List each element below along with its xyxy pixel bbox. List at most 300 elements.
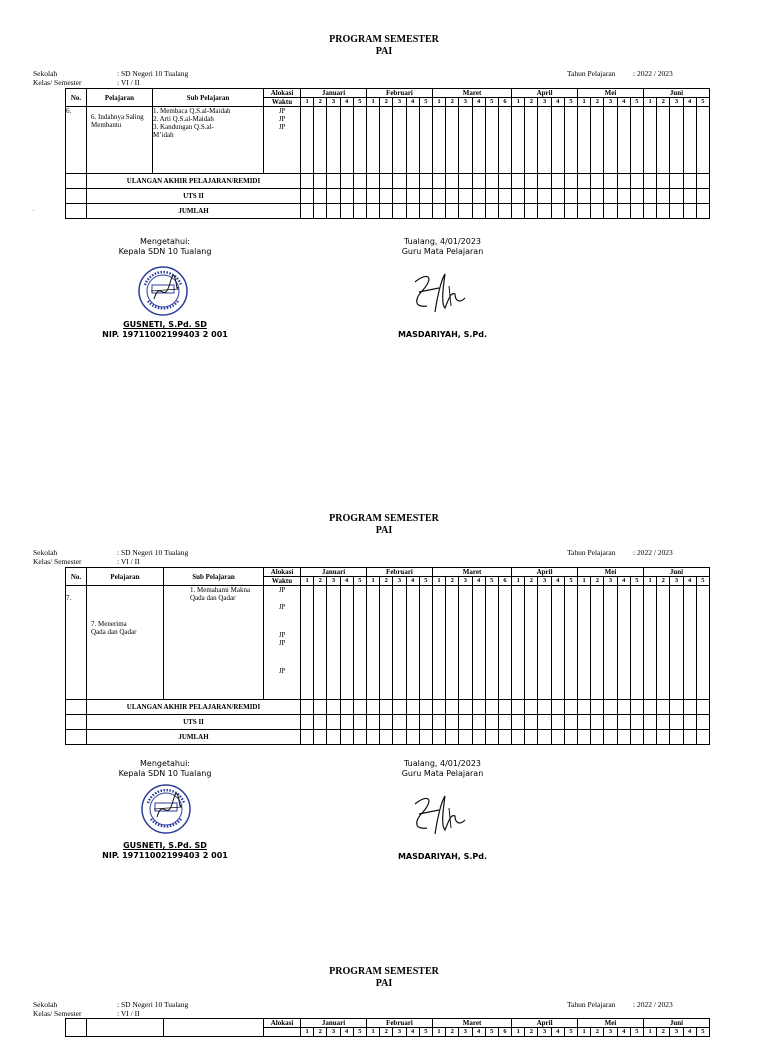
week-number: 2 [314,577,327,586]
week-cell [340,107,353,174]
week-cell [630,715,643,730]
week-number: 4 [472,577,485,586]
week-cell [498,715,511,730]
week-cell [578,107,591,174]
week-cell [578,715,591,730]
week-cell [459,204,472,219]
no-header: No. [66,568,87,586]
week-cell [406,107,419,174]
week-number: 2 [446,1028,459,1037]
week-cell [643,174,656,189]
week-cell [380,189,393,204]
tahun-label: Tahun Pelajaran [567,1000,616,1009]
week-cell [406,730,419,745]
week-cell [617,107,630,174]
week-cell [604,189,617,204]
week-cell [512,204,525,219]
row-number: 7. [66,586,87,700]
week-number: 2 [314,1028,327,1037]
week-number: 5 [353,577,366,586]
week-cell [340,700,353,715]
week-cell [380,700,393,715]
week-cell [630,730,643,745]
week-cell [419,189,432,204]
week-cell [617,730,630,745]
week-cell [696,586,709,700]
mengetahui-label: Mengetahui: [140,759,190,768]
week-cell [643,189,656,204]
week-cell [459,700,472,715]
week-cell [578,174,591,189]
week-number: 2 [591,1028,604,1037]
week-cell [683,715,696,730]
week-cell [591,730,604,745]
week-cell [564,107,577,174]
week-cell [512,586,525,700]
week-cell [683,107,696,174]
week-cell [696,174,709,189]
row-number: 6. [66,107,87,174]
week-cell [353,189,366,204]
sub-item: 1. Memahami Makna Qada dan Qadar [190,586,251,602]
right-signature-block [370,237,515,257]
week-number: 3 [670,1028,683,1037]
week-cell [393,715,406,730]
week-cell [485,204,498,219]
week-cell [498,107,511,174]
teacher-signature-icon [405,790,475,840]
week-cell [696,204,709,219]
alokasi-value: JP [278,603,286,611]
kelas-label: Kelas/ Semester [33,1009,82,1018]
kelas-value: : VI / II [117,557,140,566]
week-cell [485,174,498,189]
place-date: Tualang, 4/01/2023 [403,237,482,246]
week-cell [327,107,340,174]
week-cell [564,715,577,730]
week-number: 2 [446,98,459,107]
week-cell [459,107,472,174]
week-number: 4 [683,1028,696,1037]
week-cell [301,586,314,700]
week-cell [525,715,538,730]
month-header: Juni [643,568,709,577]
sekolah-label: Sekolah [33,548,58,557]
ulangan-label: ULANGAN AKHIR PELAJARAN/REMIDI [87,700,301,715]
week-number: 3 [538,1028,551,1037]
week-cell [380,204,393,219]
week-number: 2 [314,98,327,107]
week-cell [498,700,511,715]
week-cell [604,204,617,219]
week-number: 3 [604,577,617,586]
week-cell [327,586,340,700]
week-cell [393,189,406,204]
week-cell [314,174,327,189]
week-cell [366,189,379,204]
sekolah-value: : SD Negeri 10 Tualang [117,1000,189,1009]
week-number: 2 [657,1028,670,1037]
tahun-label: Tahun Pelajaran [567,69,616,78]
left-signer [85,320,245,340]
week-cell [366,107,379,174]
page-subtitle: PAI [375,46,393,57]
jumlah-row [66,204,710,219]
week-number: 3 [459,577,472,586]
week-cell [327,204,340,219]
week-cell [498,586,511,700]
week-cell [314,700,327,715]
week-cell [446,189,459,204]
week-cell [683,189,696,204]
week-cell [340,586,353,700]
week-number: 5 [564,98,577,107]
week-cell [512,730,525,745]
week-cell [366,715,379,730]
week-cell [327,715,340,730]
week-number: 4 [617,98,630,107]
week-cell [432,204,445,219]
week-cell [393,730,406,745]
week-cell [380,586,393,700]
page-title: PROGRAM SEMESTER [329,513,439,524]
week-number: 1 [366,577,379,586]
week-cell [432,189,445,204]
week-number: 1 [578,577,591,586]
week-cell [630,174,643,189]
week-cell [512,700,525,715]
week-cell [670,730,683,745]
week-cell [446,174,459,189]
week-number: 2 [525,577,538,586]
place-date: Tualang, 4/01/2023 [403,759,482,768]
week-number: 1 [512,1028,525,1037]
week-cell [696,107,709,174]
week-cell [617,189,630,204]
month-header-row [66,568,710,577]
week-cell [696,700,709,715]
week-number: 3 [393,98,406,107]
week-number: 3 [459,1028,472,1037]
kepala-label: Kepala SDN 10 Tualang [118,769,212,778]
school-seal-icon [137,783,195,835]
week-cell [591,189,604,204]
week-cell [314,586,327,700]
week-cell [630,204,643,219]
kepala-label: Kepala SDN 10 Tualang [118,247,212,256]
week-cell [670,107,683,174]
alokasi-value: JP [278,631,286,639]
week-cell [564,189,577,204]
week-cell [657,730,670,745]
headmaster-nip: NIP. 19711002199403 2 001 [102,851,228,860]
sub-pelajaran-cell [153,107,264,174]
week-number: 1 [301,577,314,586]
alokasi-header: Alokasi [264,1019,301,1028]
jumlah-label: JUMLAH [87,204,301,219]
week-cell [472,174,485,189]
week-cell [406,715,419,730]
week-cell [498,189,511,204]
week-number: 1 [643,577,656,586]
pelajaran-header: Pelajaran [87,89,153,107]
week-cell [301,174,314,189]
week-cell [459,730,472,745]
alokasi-cell [264,107,301,174]
week-cell [485,107,498,174]
week-number: 4 [406,98,419,107]
week-cell [366,174,379,189]
week-cell [564,700,577,715]
week-cell [472,700,485,715]
week-number: 2 [380,1028,393,1037]
week-number: 5 [630,98,643,107]
sub-pelajaran-header: Sub Pelajaran [164,568,264,586]
week-cell [419,107,432,174]
week-cell [683,730,696,745]
tahun-value: : 2022 / 2023 [633,548,673,557]
table-row [66,107,710,174]
week-cell [459,586,472,700]
week-number: 5 [630,577,643,586]
week-number: 2 [657,577,670,586]
week-cell [538,730,551,745]
alokasi-header: Alokasi [264,568,301,577]
week-cell [353,715,366,730]
waktu-header: Waktu [264,98,301,107]
week-cell [591,174,604,189]
month-header: Maret [432,1019,511,1028]
guru-label: Guru Mata Pelajaran [401,769,484,778]
kelas-label: Kelas/ Semester [33,78,82,87]
week-cell [630,107,643,174]
week-cell [314,107,327,174]
week-cell [366,700,379,715]
headmaster-name: GUSNETI, S.Pd. SD [123,841,207,850]
no-header: No. [66,89,87,107]
week-cell [630,189,643,204]
week-number: 1 [643,1028,656,1037]
week-cell [617,174,630,189]
week-cell [525,730,538,745]
kelas-value: : VI / II [117,78,140,87]
week-cell [591,700,604,715]
week-cell [657,189,670,204]
alokasi-value: JP [278,123,286,131]
week-cell [314,189,327,204]
week-cell [446,586,459,700]
week-cell [406,700,419,715]
stray-mark: . [33,207,35,213]
teacher-name: MASDARIYAH, S.Pd. [397,852,488,861]
week-cell [617,204,630,219]
week-cell [314,204,327,219]
week-cell [591,715,604,730]
week-cell [446,715,459,730]
week-cell [485,730,498,745]
week-number: 5 [630,1028,643,1037]
week-cell [604,586,617,700]
week-cell [472,204,485,219]
week-cell [353,586,366,700]
week-number: 3 [670,98,683,107]
week-cell [670,700,683,715]
week-cell [670,174,683,189]
week-number: 2 [657,98,670,107]
week-cell [564,586,577,700]
week-cell [314,730,327,745]
week-cell [525,189,538,204]
week-cell [657,107,670,174]
week-number: 3 [327,98,340,107]
week-number: 4 [551,1028,564,1037]
headmaster-nip: NIP. 19711002199403 2 001 [102,330,228,339]
week-cell [683,174,696,189]
week-cell [604,107,617,174]
week-cell [538,189,551,204]
month-header: Maret [432,568,511,577]
week-cell [525,107,538,174]
week-number: 3 [670,577,683,586]
program-table [65,88,710,219]
week-cell [340,715,353,730]
week-number: 4 [340,577,353,586]
week-cell [327,730,340,745]
sub-item: 3. Kandungan Q.S.al-M’idah [153,123,214,139]
sub-pelajaran-cell [164,586,264,700]
week-number: 3 [604,1028,617,1037]
week-cell [696,730,709,745]
ulangan-row [66,700,710,715]
week-cell [446,730,459,745]
page-title: PROGRAM SEMESTER [329,966,439,977]
week-cell [538,700,551,715]
week-cell [446,700,459,715]
week-cell [683,700,696,715]
week-number: 4 [551,98,564,107]
uts-label: UTS II [87,715,301,730]
week-number: 5 [419,1028,432,1037]
week-cell [551,107,564,174]
week-number: 5 [696,1028,709,1037]
week-cell [670,715,683,730]
week-cell [419,586,432,700]
month-header: April [512,568,578,577]
week-cell [353,107,366,174]
week-cell [353,700,366,715]
week-cell [340,730,353,745]
week-cell [551,730,564,745]
week-cell [432,107,445,174]
week-cell [564,730,577,745]
week-cell [617,700,630,715]
pelajaran-text: 7. Menerima Qada dan Qadar [91,620,137,636]
week-cell [366,730,379,745]
week-number: 1 [578,98,591,107]
week-cell [406,204,419,219]
week-number: 1 [301,98,314,107]
week-cell [643,700,656,715]
week-cell [432,730,445,745]
week-number: 1 [432,577,445,586]
week-cell [551,174,564,189]
week-number: 3 [393,577,406,586]
week-cell [380,730,393,745]
week-cell [538,107,551,174]
right-signer [370,852,515,862]
month-header: Januari [301,1019,367,1028]
month-header: Februari [366,1019,432,1028]
week-number: 4 [551,577,564,586]
ulangan-row [66,174,710,189]
week-cell [630,700,643,715]
week-cell [604,730,617,745]
week-cell [393,204,406,219]
week-number: 2 [446,577,459,586]
week-cell [657,174,670,189]
week-cell [538,715,551,730]
month-header: Februari [366,568,432,577]
sekolah-label: Sekolah [33,69,58,78]
week-cell [538,174,551,189]
week-cell [432,586,445,700]
week-cell [670,189,683,204]
alokasi-cell [264,586,301,700]
week-cell [485,189,498,204]
uts-row [66,189,710,204]
week-number: 2 [525,98,538,107]
week-number: 4 [683,577,696,586]
week-cell [617,586,630,700]
week-cell [459,189,472,204]
page-subtitle: PAI [375,525,393,536]
week-cell [459,715,472,730]
week-cell [432,174,445,189]
week-cell [670,204,683,219]
week-cell [512,174,525,189]
week-cell [340,204,353,219]
month-header-row [66,1019,710,1028]
week-number: 5 [353,98,366,107]
pelajaran-cell [87,586,164,700]
week-cell [472,586,485,700]
week-number: 5 [419,577,432,586]
week-cell [301,700,314,715]
week-cell [393,586,406,700]
week-cell [525,174,538,189]
week-number: 1 [432,98,445,107]
week-number: 6 [498,1028,511,1037]
pelajaran-header: Pelajaran [87,568,164,586]
month-header: Maret [432,89,511,98]
week-cell [432,715,445,730]
uts-label: UTS II [87,189,301,204]
week-cell [327,189,340,204]
week-cell [538,204,551,219]
week-cell [419,700,432,715]
month-header: Mei [578,1019,644,1028]
week-number: 5 [564,1028,577,1037]
left-signer [85,841,245,861]
week-cell [393,107,406,174]
week-cell [525,586,538,700]
week-number: 2 [525,1028,538,1037]
week-cell [301,189,314,204]
week-cell [472,715,485,730]
week-cell [551,189,564,204]
week-cell [353,730,366,745]
week-number: 3 [327,577,340,586]
